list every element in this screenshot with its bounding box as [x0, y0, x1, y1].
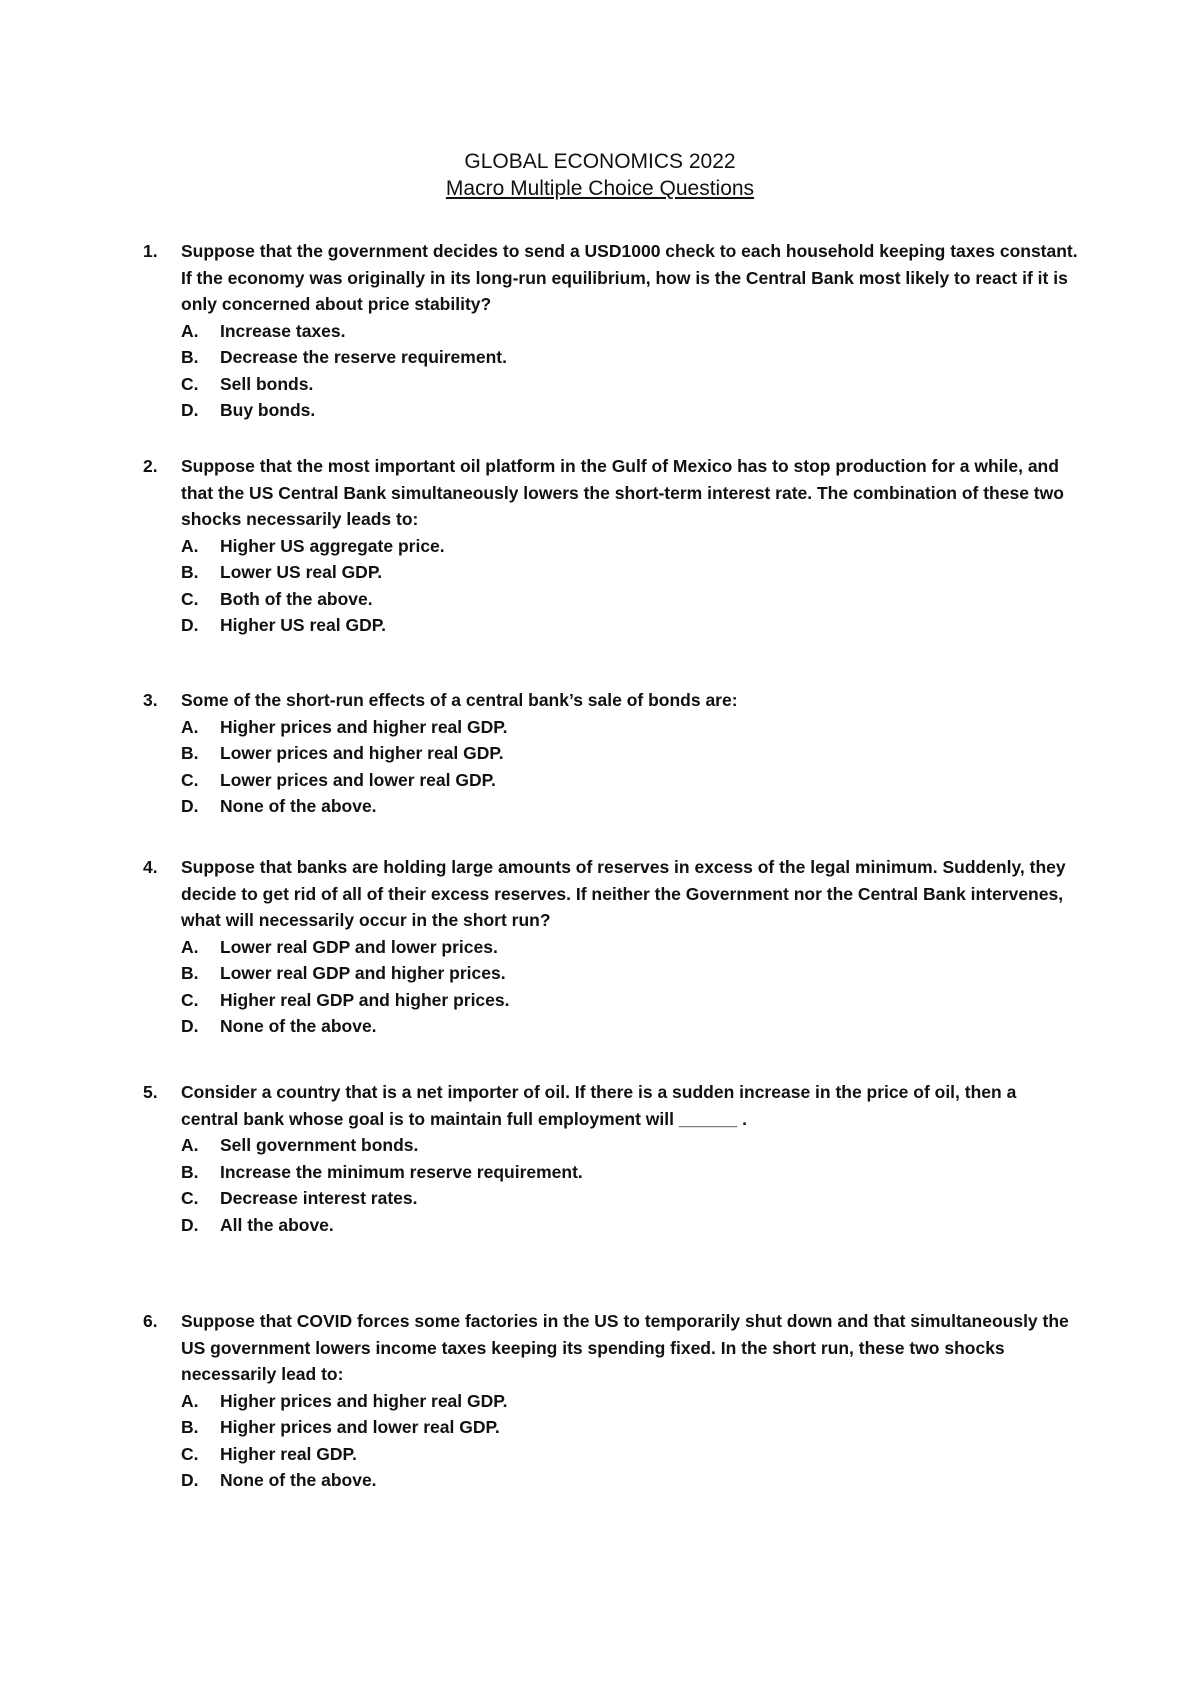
answer-options: [143, 714, 1078, 820]
answer-option-b: [143, 559, 1078, 586]
option-text: Lower prices and lower real GDP.: [220, 769, 496, 790]
option-text: Both of the above.: [220, 588, 373, 609]
option-text: Decrease the reserve requirement.: [220, 347, 507, 367]
option-text: All the above.: [220, 1214, 334, 1235]
option-letter: D.: [181, 615, 199, 635]
question-stem: [143, 1308, 1078, 1388]
option-letter: D.: [181, 796, 199, 816]
document-subtitle: Macro Multiple Choice Questions: [445, 177, 755, 200]
answer-options: [143, 1132, 1078, 1238]
answer-option-c: [143, 987, 1078, 1014]
question-text: Suppose that banks are holding large amounts of reserves in excess of the legal minimum. Suddenly, they decide to get rid of all of their excess reserves. If neither the Government nor the Central Bank intervenes, what will necessarily occur in the short run?: [181, 857, 1066, 930]
option-letter: B.: [181, 963, 199, 983]
answer-option-b: [143, 344, 1078, 371]
option-letter: A.: [181, 936, 199, 957]
option-text: Higher US real GDP.: [220, 615, 386, 635]
question-stem: [143, 854, 1078, 934]
option-text: None of the above.: [220, 1470, 377, 1490]
answer-option-b: [143, 1414, 1078, 1441]
question-number: 1.: [143, 241, 158, 261]
answer-options: [143, 318, 1078, 424]
question-2: [143, 453, 1078, 639]
option-text: Higher prices and higher real GDP.: [220, 716, 508, 737]
option-text: Lower prices and higher real GDP.: [220, 743, 504, 763]
question-text: Some of the short-run effects of a central bank’s sale of bonds are:: [181, 690, 738, 710]
question-4: [143, 854, 1078, 1040]
answer-options: [143, 1388, 1078, 1494]
option-text: Higher prices and higher real GDP.: [220, 1390, 508, 1411]
option-letter: C.: [181, 373, 199, 394]
question-stem: [143, 1079, 1078, 1132]
answer-option-a: [143, 1132, 1078, 1159]
question-6: [143, 1308, 1078, 1494]
answer-option-c: [143, 586, 1078, 613]
answer-option-a: [143, 533, 1078, 560]
question-number: 5.: [143, 1082, 158, 1102]
option-text: Sell bonds.: [220, 373, 314, 394]
option-text: None of the above.: [220, 1016, 377, 1036]
question-text: Consider a country that is a net importer of oil. If there is a sudden increase in the price of oil, then a central bank whose goal is to maintain full employment will ______ .: [181, 1082, 1017, 1129]
question-number: 3.: [143, 690, 158, 710]
option-text: Decrease interest rates.: [220, 1188, 418, 1208]
option-letter: C.: [181, 989, 199, 1010]
option-text: Sell government bonds.: [220, 1135, 419, 1155]
question-5: [143, 1079, 1078, 1238]
option-letter: A.: [181, 1390, 199, 1411]
answer-option-a: [143, 318, 1078, 345]
question-1: [143, 238, 1078, 424]
answer-option-a: [143, 934, 1078, 961]
question-number: 6.: [143, 1311, 158, 1331]
option-text: None of the above.: [220, 796, 377, 816]
document-title: GLOBAL ECONOMICS 2022: [464, 150, 736, 173]
option-letter: C.: [181, 1443, 199, 1464]
option-letter: D.: [181, 1016, 199, 1036]
option-letter: C.: [181, 769, 199, 790]
answer-option-b: [143, 1159, 1078, 1186]
option-letter: D.: [181, 1470, 199, 1490]
option-text: Lower US real GDP.: [220, 562, 383, 582]
answer-option-d: [143, 397, 1078, 424]
option-letter: A.: [181, 320, 199, 341]
answer-option-d: [143, 793, 1078, 820]
answer-options: [143, 533, 1078, 639]
answer-option-c: [143, 1185, 1078, 1212]
option-letter: A.: [181, 716, 199, 737]
question-text: Suppose that COVID forces some factories in the US to temporarily shut down and that simultaneously the US government lowers income taxes keeping its spending fixed. In the short run, these two shocks necessarily lead to:: [181, 1311, 1069, 1384]
question-text: Suppose that the most important oil platform in the Gulf of Mexico has to stop production for a while, and that the US Central Bank simultaneously lowers the short-term interest rate. The combination of these two shocks necessarily leads to:: [181, 456, 1064, 529]
option-letter: A.: [181, 535, 199, 556]
answer-option-b: [143, 960, 1078, 987]
answer-option-c: [143, 767, 1078, 794]
answer-option-b: [143, 740, 1078, 767]
option-text: Increase the minimum reserve requirement.: [220, 1161, 583, 1182]
option-letter: A.: [181, 1135, 199, 1155]
option-text: Higher real GDP.: [220, 1443, 357, 1464]
question-3: [143, 687, 1078, 820]
question-text: Suppose that the government decides to send a USD1000 check to each household keeping taxes constant. If the economy was originally in its long-run equilibrium, how is the Central Bank most likely to react if it is only concerned about price stability?: [181, 241, 1078, 314]
answer-option-a: [143, 714, 1078, 741]
answer-option-a: [143, 1388, 1078, 1415]
option-letter: B.: [181, 347, 199, 367]
option-text: Lower real GDP and lower prices.: [220, 936, 498, 957]
option-letter: B.: [181, 743, 199, 763]
answer-option-d: [143, 1013, 1078, 1040]
question-stem: [143, 453, 1078, 533]
answer-option-d: [143, 1212, 1078, 1239]
option-text: Higher US aggregate price.: [220, 535, 445, 556]
option-text: Higher prices and lower real GDP.: [220, 1417, 500, 1437]
answer-option-d: [143, 1467, 1078, 1494]
option-letter: B.: [181, 1161, 199, 1182]
option-text: Higher real GDP and higher prices.: [220, 989, 510, 1010]
option-letter: D.: [181, 1214, 199, 1235]
option-letter: C.: [181, 588, 199, 609]
option-letter: B.: [181, 562, 199, 582]
answer-option-c: [143, 371, 1078, 398]
question-number: 4.: [143, 857, 158, 877]
question-stem: [143, 687, 1078, 714]
option-letter: B.: [181, 1417, 199, 1437]
option-letter: D.: [181, 400, 199, 420]
option-text: Increase taxes.: [220, 320, 346, 341]
question-stem: [143, 238, 1078, 318]
answer-options: [143, 934, 1078, 1040]
answer-option-d: [143, 612, 1078, 639]
option-text: Buy bonds.: [220, 400, 316, 420]
option-text: Lower real GDP and higher prices.: [220, 963, 506, 983]
option-letter: C.: [181, 1188, 199, 1208]
question-number: 2.: [143, 456, 158, 476]
answer-option-c: [143, 1441, 1078, 1468]
